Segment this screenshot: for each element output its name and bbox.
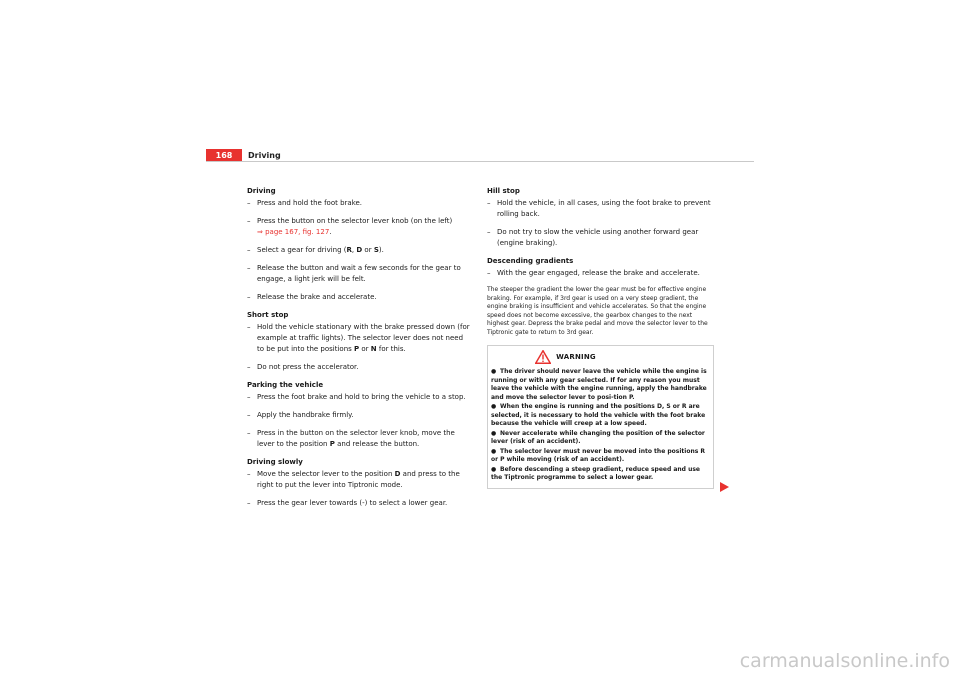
watermark: carmanualsonline.info: [739, 650, 950, 672]
gradient-note: The steeper the gradient the lower the gear must be for effective engine braking. For example, if 3rd gear is used on a very steep gradient, the engine braking is insufficient and vehicle accelerates. So that the engine speed does not become excessive, the gearbox changes to the next highest gear. Depress the brake pedal and move the selector lever to the Tiptronic gate to return to 3rd gear.: [487, 286, 708, 336]
warning-header: [421, 350, 710, 364]
list-item: – With the gear engaged, release the brake and accelerate.: [487, 269, 700, 277]
section-heading-driving-slowly: Driving slowly: [247, 458, 303, 466]
right-column: [487, 186, 714, 489]
list-item: – Press the button on the selector lever knob (on the left) ⇒ page 167, fig. 127.: [247, 217, 453, 236]
header-divider: [206, 161, 754, 162]
warning-item: ● Before descending a steep gradient, reduce speed and use the Tiptronic programme to select a lower gear.: [491, 465, 700, 481]
section-heading-descending-gradients: Descending gradients: [487, 257, 574, 265]
page-number: 168: [206, 149, 242, 162]
warning-item: ● When the engine is running and the positions D, S or R are selected, it is necessary to hold the vehicle with the foot brake because the vehicle will creep at a low speed.: [491, 403, 706, 427]
section-heading-short-stop: Short stop: [247, 311, 289, 319]
warning-item: ● Never accelerate while changing the position of the selector lever (risk of an accident).: [491, 429, 705, 445]
list-item: – Hold the vehicle stationary with the brake pressed down (for example at traffic lights). The selector lever does not need to be put into the positions P or N for this.: [247, 323, 470, 353]
section-heading-parking: Parking the vehicle: [247, 381, 324, 389]
section-heading-hill-stop: Hill stop: [487, 187, 520, 195]
page-header-title: Driving: [248, 151, 281, 160]
list-item: – Do not press the accelerator.: [247, 363, 359, 371]
warning-triangle-icon: [535, 350, 551, 364]
warning-title: WARNING: [556, 352, 596, 361]
list-item: – Press the gear lever towards (-) to select a lower gear.: [247, 499, 448, 507]
page-reference-link[interactable]: ⇒ page 167, fig. 127: [257, 228, 330, 236]
list-item: – Move the selector lever to the position D and press to the right to put the lever into Tiptronic mode.: [247, 470, 460, 489]
warning-item: ● The selector lever must never be moved into the positions R or P while moving (risk of an accident).: [491, 447, 705, 463]
warning-box: [487, 345, 714, 489]
list-item: – Press the foot brake and hold to bring the vehicle to a stop.: [247, 393, 466, 401]
warning-item: ● The driver should never leave the vehicle while the engine is running or with any gear selected. If for any reason you must leave the vehicle with the engine running, apply the handbrake and move the selector lever to posi-tion P.: [491, 368, 707, 401]
list-item: – Press and hold the foot brake.: [247, 199, 363, 207]
list-item: – Do not try to slow the vehicle using another forward gear (engine braking).: [487, 228, 699, 247]
list-item: – Select a gear for driving (R, D or S).: [247, 246, 384, 254]
list-item: – Hold the vehicle, in all cases, using the foot brake to prevent rolling back.: [487, 199, 711, 218]
list-item: – Release the button and wait a few seconds for the gear to engage, a light jerk will be felt.: [247, 264, 461, 283]
section-heading-driving: Driving: [247, 187, 276, 195]
list-item: – Apply the handbrake firmly.: [247, 411, 354, 419]
list-item: – Press in the button on the selector lever knob, move the lever to the position P and release the button.: [247, 429, 455, 448]
continue-arrow-icon: [720, 482, 729, 492]
list-item: – Release the brake and accelerate.: [247, 293, 377, 301]
